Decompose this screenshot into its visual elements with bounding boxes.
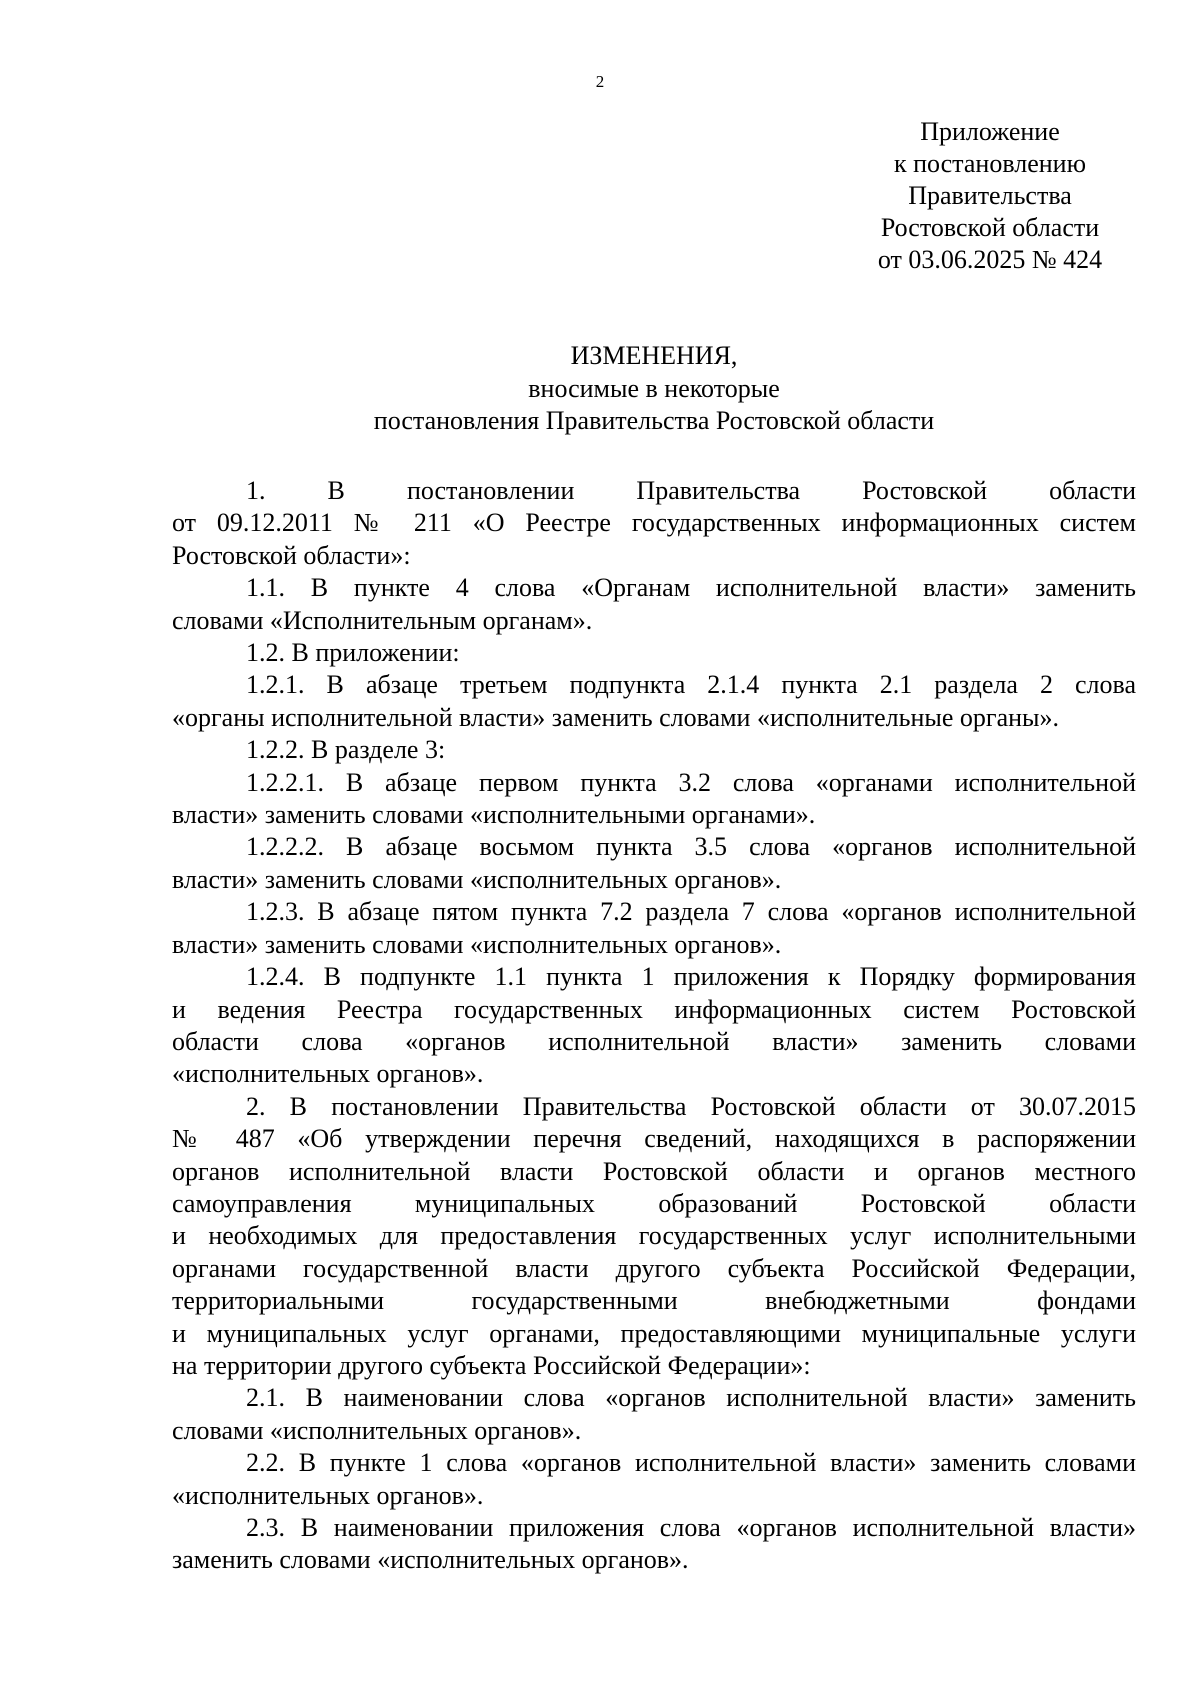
paragraph	[172, 896, 1136, 961]
paragraph-line: на территории другого субъекта Российской Федерации»:	[172, 1350, 811, 1380]
document-subtitle: постановления Правительства Ростовской области	[373, 406, 935, 435]
annex-line: Приложение	[920, 117, 1060, 146]
paragraph-line: области слова «органов исполнительной власти» заменить словами	[172, 1026, 1136, 1056]
paragraph-line: 2.3. В наименовании приложения слова «органов исполнительной власти»	[246, 1513, 1136, 1542]
paragraph-line: 1.2.2.1. В абзаце первом пункта 3.2 слова «органами исполнительной	[246, 767, 1136, 797]
paragraph	[172, 1382, 1136, 1447]
paragraph-line: Ростовской области»:	[172, 540, 411, 570]
paragraph	[172, 767, 1136, 832]
paragraph-line: заменить словами «исполнительных органов».	[172, 1545, 689, 1575]
paragraph-line: 1.2.1. В абзаце третьем подпункта 2.1.4 пункта 2.1 раздела 2 слова	[246, 670, 1136, 700]
paragraph	[172, 1447, 1136, 1512]
paragraph	[172, 961, 1136, 1091]
paragraph-line: и муниципальных услуг органами, предоставляющими муниципальные услуги	[172, 1318, 1136, 1348]
paragraph-line: 1.2.2.2. В абзаце восьмом пункта 3.5 слова «органов исполнительной	[246, 832, 1136, 862]
paragraph-line: 1.2.3. В абзаце пятом пункта 7.2 раздела 7 слова «органов исполнительной	[246, 897, 1136, 927]
paragraph-line: органов исполнительной власти Ростовской области и органов местного	[172, 1156, 1136, 1186]
paragraph	[172, 572, 1136, 637]
paragraph-line: 1.2.2. В разделе 3:	[246, 735, 446, 765]
paragraph-line: 1.2.4. В подпункте 1.1 пункта 1 приложения к Порядку формирования	[246, 962, 1136, 992]
paragraph-line: от 09.12.2011 № 211 «О Реестре государственных информационных систем	[172, 508, 1136, 538]
document-body	[172, 475, 1136, 1577]
paragraph-line: 1.1. В пункте 4 слова «Органам исполнительной власти» заменить	[246, 573, 1136, 603]
paragraph-line: 1. В постановлении Правительства Ростовской области	[246, 476, 1136, 505]
paragraph-line: 2.1. В наименовании слова «органов исполнительной власти» заменить	[246, 1383, 1136, 1413]
paragraph-line: территориальными государственными внебюджетными фондами	[172, 1286, 1136, 1316]
paragraph-line: и необходимых для предоставления государственных услуг исполнительными	[172, 1221, 1136, 1251]
paragraph	[172, 637, 1136, 669]
annex-line: Ростовской области	[880, 213, 1100, 242]
paragraph-line: власти» заменить словами «исполнительными органами».	[172, 800, 816, 830]
paragraph-line: «органы исполнительной власти» заменить словами «исполнительные органы».	[172, 702, 1060, 732]
paragraph	[172, 1512, 1136, 1577]
paragraph	[172, 1091, 1136, 1383]
annex-block	[840, 116, 1140, 276]
page-number: 2	[595, 72, 605, 91]
paragraph-line: 1.2. В приложении:	[246, 638, 460, 668]
paragraph-line: «исполнительных органов».	[172, 1480, 484, 1510]
paragraph-line: словами «исполнительных органов».	[172, 1415, 582, 1445]
paragraph-line: № 487 «Об утверждении перечня сведений, находящихся в распоряжении	[172, 1124, 1136, 1154]
paragraph-line: словами «Исполнительным органам».	[172, 605, 593, 635]
paragraph-line: 2.2. В пункте 1 слова «органов исполнительной власти» заменить словами	[246, 1448, 1136, 1478]
paragraph-line: власти» заменить словами «исполнительных органов».	[172, 929, 782, 959]
paragraph	[172, 831, 1136, 896]
annex-line: к постановлению	[893, 149, 1087, 178]
annex-line: Правительства	[908, 181, 1072, 210]
paragraph	[172, 734, 1136, 766]
paragraph-line: «исполнительных органов».	[172, 1059, 484, 1089]
paragraph-line: 2. В постановлении Правительства Ростовской области от 30.07.2015	[246, 1091, 1136, 1121]
document-title: ИЗМЕНЕНИЯ,	[570, 341, 738, 370]
paragraph	[172, 475, 1136, 572]
paragraph-line: и ведения Реестра государственных информационных систем Ростовской	[172, 994, 1136, 1024]
document-subtitle: вносимые в некоторые	[528, 374, 780, 403]
paragraph-line: власти» заменить словами «исполнительных органов».	[172, 864, 782, 894]
paragraph-line: самоуправления муниципальных образований Ростовской области	[172, 1188, 1136, 1218]
document-heading	[172, 340, 1136, 437]
paragraph-line: органами государственной власти другого субъекта Российской Федерации,	[172, 1253, 1136, 1283]
paragraph	[172, 669, 1136, 734]
annex-line: от 03.06.2025 № 424	[877, 245, 1103, 274]
